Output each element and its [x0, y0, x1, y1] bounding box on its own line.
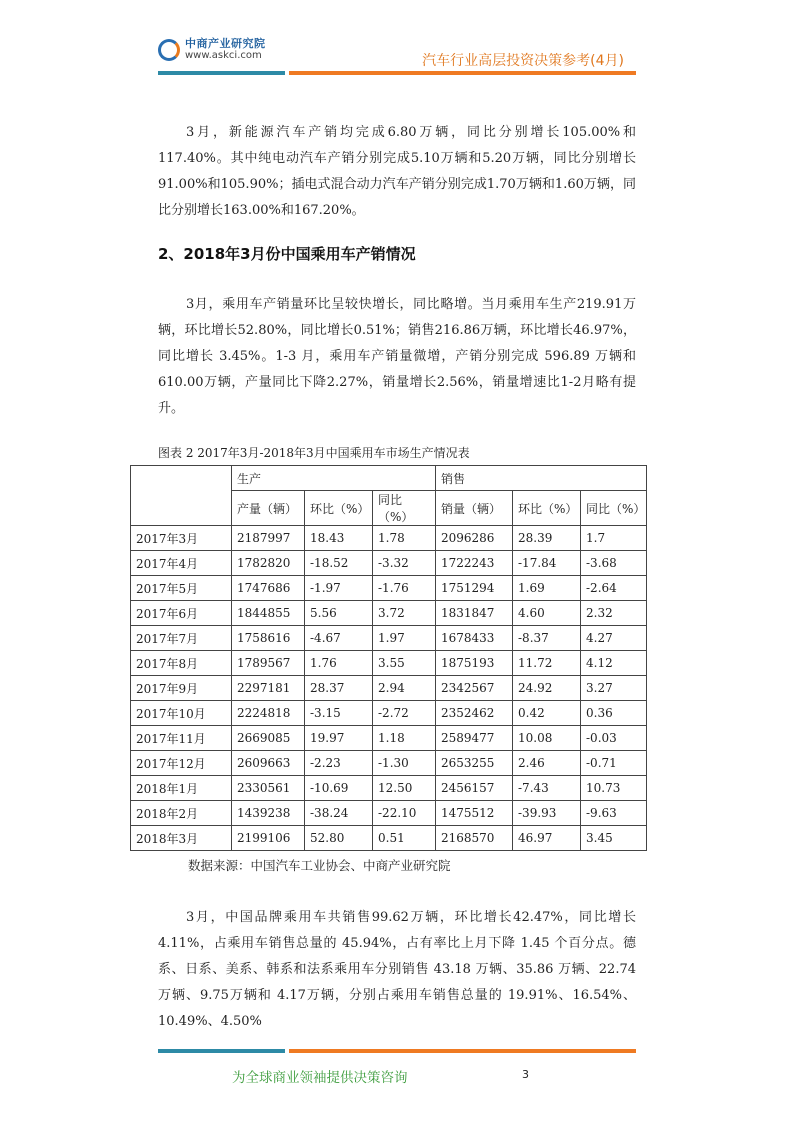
cell-sales-volume: 2096286 [436, 526, 513, 551]
table-row [131, 751, 647, 776]
table-caption: 图表 2 2017年3月-2018年3月中国乘用车市场生产情况表 [158, 446, 470, 460]
cell-production-yoy: -3.32 [373, 551, 436, 576]
table-group-header-row [131, 466, 647, 491]
sub-header-production-mom: 环比（%） [305, 491, 373, 526]
cell-sales-yoy: 1.7 [581, 526, 647, 551]
table-row [131, 701, 647, 726]
cell-month: 2018年1月 [131, 776, 232, 801]
cell-production-volume: 2199106 [232, 826, 305, 851]
cell-sales-volume: 1831847 [436, 601, 513, 626]
cell-production-volume: 1844855 [232, 601, 305, 626]
cell-production-mom: 52.80 [305, 826, 373, 851]
cell-sales-volume: 2168570 [436, 826, 513, 851]
table-row [131, 626, 647, 651]
cell-production-volume: 2669085 [232, 726, 305, 751]
cell-sales-mom: 10.08 [513, 726, 581, 751]
cell-production-yoy: 3.72 [373, 601, 436, 626]
cell-sales-yoy: 3.45 [581, 826, 647, 851]
cell-sales-yoy: -9.63 [581, 801, 647, 826]
cell-month: 2017年3月 [131, 526, 232, 551]
table-row [131, 551, 647, 576]
cell-sales-yoy: 10.73 [581, 776, 647, 801]
cell-sales-mom: 4.60 [513, 601, 581, 626]
cell-production-volume: 1782820 [232, 551, 305, 576]
sub-header-sales-yoy: 同比（%） [581, 491, 647, 526]
cell-production-mom: -18.52 [305, 551, 373, 576]
cell-sales-volume: 2352462 [436, 701, 513, 726]
cell-month: 2017年9月 [131, 676, 232, 701]
cell-sales-volume: 2653255 [436, 751, 513, 776]
cell-production-mom: 18.43 [305, 526, 373, 551]
table-row [131, 826, 647, 851]
cell-sales-mom: 28.39 [513, 526, 581, 551]
logo-circle-icon [158, 39, 180, 61]
cell-sales-volume: 1875193 [436, 651, 513, 676]
table-row [131, 526, 647, 551]
cell-production-yoy: 12.50 [373, 776, 436, 801]
cell-production-mom: -4.67 [305, 626, 373, 651]
table-row [131, 601, 647, 626]
cell-production-yoy: 1.78 [373, 526, 436, 551]
footer-divider-blue [158, 1049, 285, 1053]
cell-sales-mom: 46.97 [513, 826, 581, 851]
cell-month: 2017年5月 [131, 576, 232, 601]
footer-slogan: 为全球商业领袖提供决策咨询 [232, 1070, 408, 1086]
cell-production-mom: 5.56 [305, 601, 373, 626]
cell-month: 2017年8月 [131, 651, 232, 676]
cell-sales-yoy: 4.12 [581, 651, 647, 676]
cell-production-mom: 1.76 [305, 651, 373, 676]
group-header-sales: 销售 [436, 466, 647, 491]
logo-name: 中商产业研究院 [185, 37, 266, 50]
cell-production-yoy: 2.94 [373, 676, 436, 701]
table-row [131, 676, 647, 701]
cell-sales-yoy: -2.64 [581, 576, 647, 601]
cell-sales-yoy: -3.68 [581, 551, 647, 576]
paragraph-text: 3月，新能源汽车产销均完成6.80万辆，同比分别增长105.00%和117.40%。其中纯电动汽车产销分别完成5.10万辆和5.20万辆，同比分别增长91.00%和105.90%；插电式混合动力汽车产销分别完成1.70万辆和1.60万辆，同比分别增长163.00%和167.20%。 [158, 125, 636, 218]
sub-header-production-yoy: 同比（%） [373, 491, 436, 526]
table-row [131, 776, 647, 801]
logo-url: www.askci.com [185, 50, 262, 62]
table-row [131, 576, 647, 601]
cell-production-volume: 1747686 [232, 576, 305, 601]
cell-production-yoy: 1.97 [373, 626, 436, 651]
cell-production-volume: 1758616 [232, 626, 305, 651]
company-logo [158, 38, 266, 61]
header-divider-blue [158, 71, 285, 75]
cell-production-volume: 1439238 [232, 801, 305, 826]
cell-sales-mom: -17.84 [513, 551, 581, 576]
table-source: 数据来源：中国汽车工业协会、中商产业研究院 [188, 858, 451, 873]
cell-sales-yoy: 3.27 [581, 676, 647, 701]
cell-sales-yoy: 0.36 [581, 701, 647, 726]
header-divider-orange [289, 71, 636, 75]
cell-production-yoy: 1.18 [373, 726, 436, 751]
sub-header-sales-volume: 销量（辆） [436, 491, 513, 526]
document-title: 汽车行业高层投资决策参考(4月) [422, 53, 624, 69]
cell-sales-yoy: 4.27 [581, 626, 647, 651]
cell-production-volume: 2609663 [232, 751, 305, 776]
cell-sales-mom: -8.37 [513, 626, 581, 651]
sub-header-sales-mom: 环比（%） [513, 491, 581, 526]
cell-sales-yoy: 2.32 [581, 601, 647, 626]
cell-sales-mom: 11.72 [513, 651, 581, 676]
cell-production-yoy: -22.10 [373, 801, 436, 826]
cell-sales-mom: 24.92 [513, 676, 581, 701]
cell-production-yoy: -1.76 [373, 576, 436, 601]
cell-production-volume: 2330561 [232, 776, 305, 801]
table-corner-cell [131, 466, 232, 526]
cell-sales-volume: 1475512 [436, 801, 513, 826]
cell-month: 2017年7月 [131, 626, 232, 651]
cell-sales-volume: 2589477 [436, 726, 513, 751]
cell-month: 2017年10月 [131, 701, 232, 726]
footer-divider-orange [289, 1049, 636, 1053]
cell-sales-mom: 0.42 [513, 701, 581, 726]
cell-production-yoy: 3.55 [373, 651, 436, 676]
cell-production-yoy: -1.30 [373, 751, 436, 776]
cell-month: 2017年11月 [131, 726, 232, 751]
sub-header-production-volume: 产量（辆） [232, 491, 305, 526]
table-row [131, 651, 647, 676]
paragraph-passenger-car [158, 292, 636, 422]
cell-month: 2018年3月 [131, 826, 232, 851]
page-number: 3 [522, 1068, 529, 1081]
cell-month: 2017年4月 [131, 551, 232, 576]
paragraph-text: 3月，乘用车产销量环比呈较快增长，同比略增。当月乘用车生产219.91万辆，环比增长52.80%，同比增长0.51%；销售216.86万辆，环比增长46.97%，同比增长 3.45%。1-3 月，乘用车产销量微增，产销分别完成 596.89 万辆和610.00万辆，产量同比下降2.27%，销量增长2.56%，销量增速比1-2月略有提升。 [158, 297, 636, 416]
cell-production-volume: 2224818 [232, 701, 305, 726]
cell-production-mom: -2.23 [305, 751, 373, 776]
section-title: 2、2018年3月份中国乘用车产销情况 [158, 245, 416, 263]
table-row [131, 726, 647, 751]
cell-production-mom: -38.24 [305, 801, 373, 826]
table-row [131, 801, 647, 826]
cell-production-volume: 1789567 [232, 651, 305, 676]
cell-sales-mom: 2.46 [513, 751, 581, 776]
cell-month: 2017年12月 [131, 751, 232, 776]
cell-production-mom: -1.97 [305, 576, 373, 601]
group-header-production: 生产 [232, 466, 436, 491]
cell-production-volume: 2297181 [232, 676, 305, 701]
cell-production-volume: 2187997 [232, 526, 305, 551]
paragraph-text: 3月，中国品牌乘用车共销售99.62万辆，环比增长42.47%，同比增长4.11%，占乘用车销售总量的 45.94%，占有率比上月下降 1.45 个百分点。德系、日系、美系、韩系和法系乘用车分别销售 43.18 万辆、35.86 万辆、22.74 万辆、9.75万辆和 4.17万辆，分别占乘用车销售总量的 19.91%、16.54%、10.49%、4.50% [158, 910, 636, 1029]
cell-month: 2018年2月 [131, 801, 232, 826]
cell-month: 2017年6月 [131, 601, 232, 626]
cell-production-mom: -10.69 [305, 776, 373, 801]
cell-sales-mom: 1.69 [513, 576, 581, 601]
cell-sales-yoy: -0.03 [581, 726, 647, 751]
cell-sales-volume: 2342567 [436, 676, 513, 701]
cell-production-mom: 19.97 [305, 726, 373, 751]
cell-sales-mom: -7.43 [513, 776, 581, 801]
cell-production-yoy: -2.72 [373, 701, 436, 726]
cell-production-mom: -3.15 [305, 701, 373, 726]
cell-sales-volume: 1751294 [436, 576, 513, 601]
cell-production-yoy: 0.51 [373, 826, 436, 851]
cell-sales-mom: -39.93 [513, 801, 581, 826]
cell-sales-volume: 2456157 [436, 776, 513, 801]
cell-production-mom: 28.37 [305, 676, 373, 701]
paragraph-new-energy [158, 120, 636, 224]
cell-sales-yoy: -0.71 [581, 751, 647, 776]
paragraph-brand-sales [158, 905, 636, 1035]
production-sales-table [130, 465, 647, 851]
cell-sales-volume: 1678433 [436, 626, 513, 651]
cell-sales-volume: 1722243 [436, 551, 513, 576]
